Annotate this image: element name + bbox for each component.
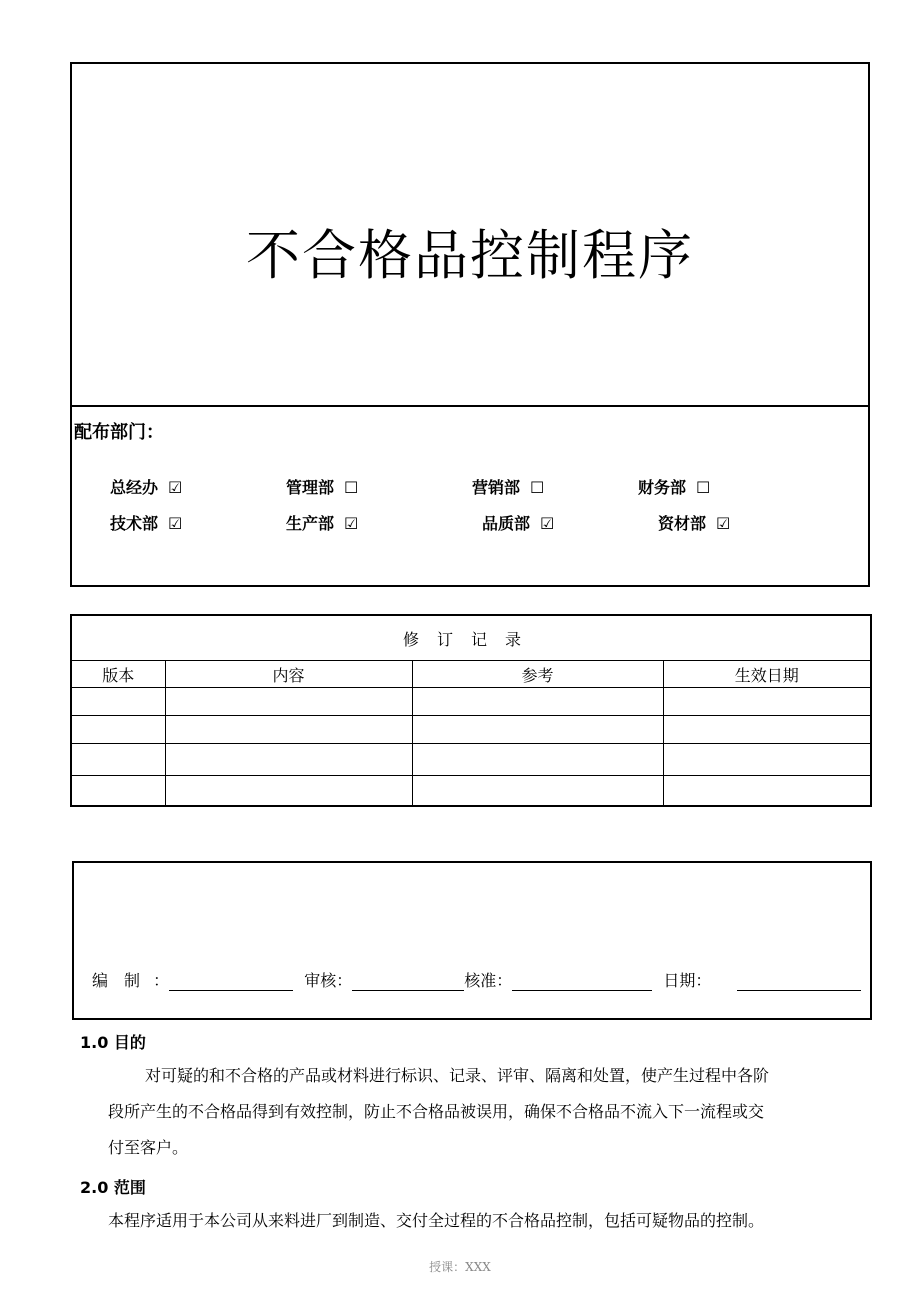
dept-item-marketing	[472, 475, 544, 498]
table-cell[interactable]	[165, 688, 412, 716]
review-field[interactable]	[352, 970, 464, 991]
dept-name: 管理部	[286, 478, 335, 497]
signature-line	[92, 968, 861, 991]
column-header-effective-date: 生效日期	[663, 661, 871, 688]
dept-item-production	[286, 511, 358, 534]
checkbox-checked-icon[interactable]: ☑	[168, 514, 183, 533]
date-field[interactable]	[737, 970, 861, 991]
date-label: 日期：	[663, 971, 712, 990]
column-header-content: 内容	[165, 661, 412, 688]
column-header-version: 版本	[71, 661, 165, 688]
section-title-scope: 2.0 范围	[80, 1178, 146, 1197]
purpose-line-2: 段所产生的不合格品得到有效控制，防止不合格品被误用，确保不合格品不流入下一流程或交	[108, 1102, 765, 1121]
checkbox-unchecked-icon[interactable]: ☐	[696, 478, 711, 497]
table-cell[interactable]	[71, 744, 165, 776]
dept-name: 生产部	[286, 514, 335, 533]
purpose-line-3: 付至客户。	[108, 1138, 189, 1157]
page-footer: 授课：XXX	[429, 1260, 491, 1274]
document-title: 不合格品控制程序	[246, 224, 694, 287]
scope-line-1: 本程序适用于本公司从来料进厂到制造、交付全过程的不合格品控制，包括可疑物品的控制。	[108, 1211, 765, 1230]
title-panel	[70, 62, 870, 407]
table-cell[interactable]	[412, 716, 663, 744]
table-cell[interactable]	[663, 688, 871, 716]
review-label: 审核：	[304, 971, 353, 990]
compile-colon: ：	[153, 971, 170, 990]
compile-label: 编 制	[92, 971, 141, 990]
table-cell[interactable]	[165, 776, 412, 807]
checkbox-unchecked-icon[interactable]: ☐	[344, 478, 359, 497]
table-cell[interactable]	[412, 688, 663, 716]
column-header-reference: 参考	[412, 661, 663, 688]
table-cell[interactable]	[71, 776, 165, 807]
table-cell[interactable]	[412, 776, 663, 807]
table-cell[interactable]	[165, 716, 412, 744]
revision-record-table	[70, 614, 872, 807]
dept-item-finance	[638, 475, 710, 498]
revision-table-title: 修订记录	[71, 615, 871, 661]
approve-label: 核准：	[464, 971, 513, 990]
checkbox-checked-icon[interactable]: ☑	[716, 514, 731, 533]
distribution-panel	[70, 405, 870, 587]
dept-item-technology	[110, 511, 182, 534]
checkbox-checked-icon[interactable]: ☑	[344, 514, 359, 533]
table-cell[interactable]	[663, 776, 871, 807]
table-cell[interactable]	[412, 744, 663, 776]
table-row	[71, 776, 871, 807]
dept-item-general-office	[110, 475, 182, 498]
checkbox-checked-icon[interactable]: ☑	[168, 478, 183, 497]
approve-field[interactable]	[512, 970, 652, 991]
section-title-purpose: 1.0 目的	[80, 1033, 146, 1052]
table-cell[interactable]	[71, 688, 165, 716]
dept-item-materials	[658, 511, 730, 534]
dept-name: 资材部	[658, 514, 707, 533]
checkbox-unchecked-icon[interactable]: ☐	[530, 478, 545, 497]
purpose-line-1: 对可疑的和不合格的产品或材料进行标识、记录、评审、隔离和处置，使产生过程中各阶	[145, 1066, 770, 1085]
table-row	[71, 716, 871, 744]
dept-name: 技术部	[110, 514, 159, 533]
dept-item-quality	[482, 511, 554, 534]
compile-field[interactable]	[169, 970, 293, 991]
dept-name: 营销部	[472, 478, 521, 497]
table-cell[interactable]	[663, 744, 871, 776]
dept-name: 财务部	[638, 478, 687, 497]
dept-name: 品质部	[482, 514, 531, 533]
table-row	[71, 688, 871, 716]
table-cell[interactable]	[71, 716, 165, 744]
distribution-label: 配布部门：	[74, 422, 164, 443]
table-cell[interactable]	[663, 716, 871, 744]
table-cell[interactable]	[165, 744, 412, 776]
table-row	[71, 744, 871, 776]
signature-panel	[72, 861, 872, 1020]
checkbox-checked-icon[interactable]: ☑	[540, 514, 555, 533]
dept-item-management	[286, 475, 358, 498]
dept-name: 总经办	[110, 478, 159, 497]
